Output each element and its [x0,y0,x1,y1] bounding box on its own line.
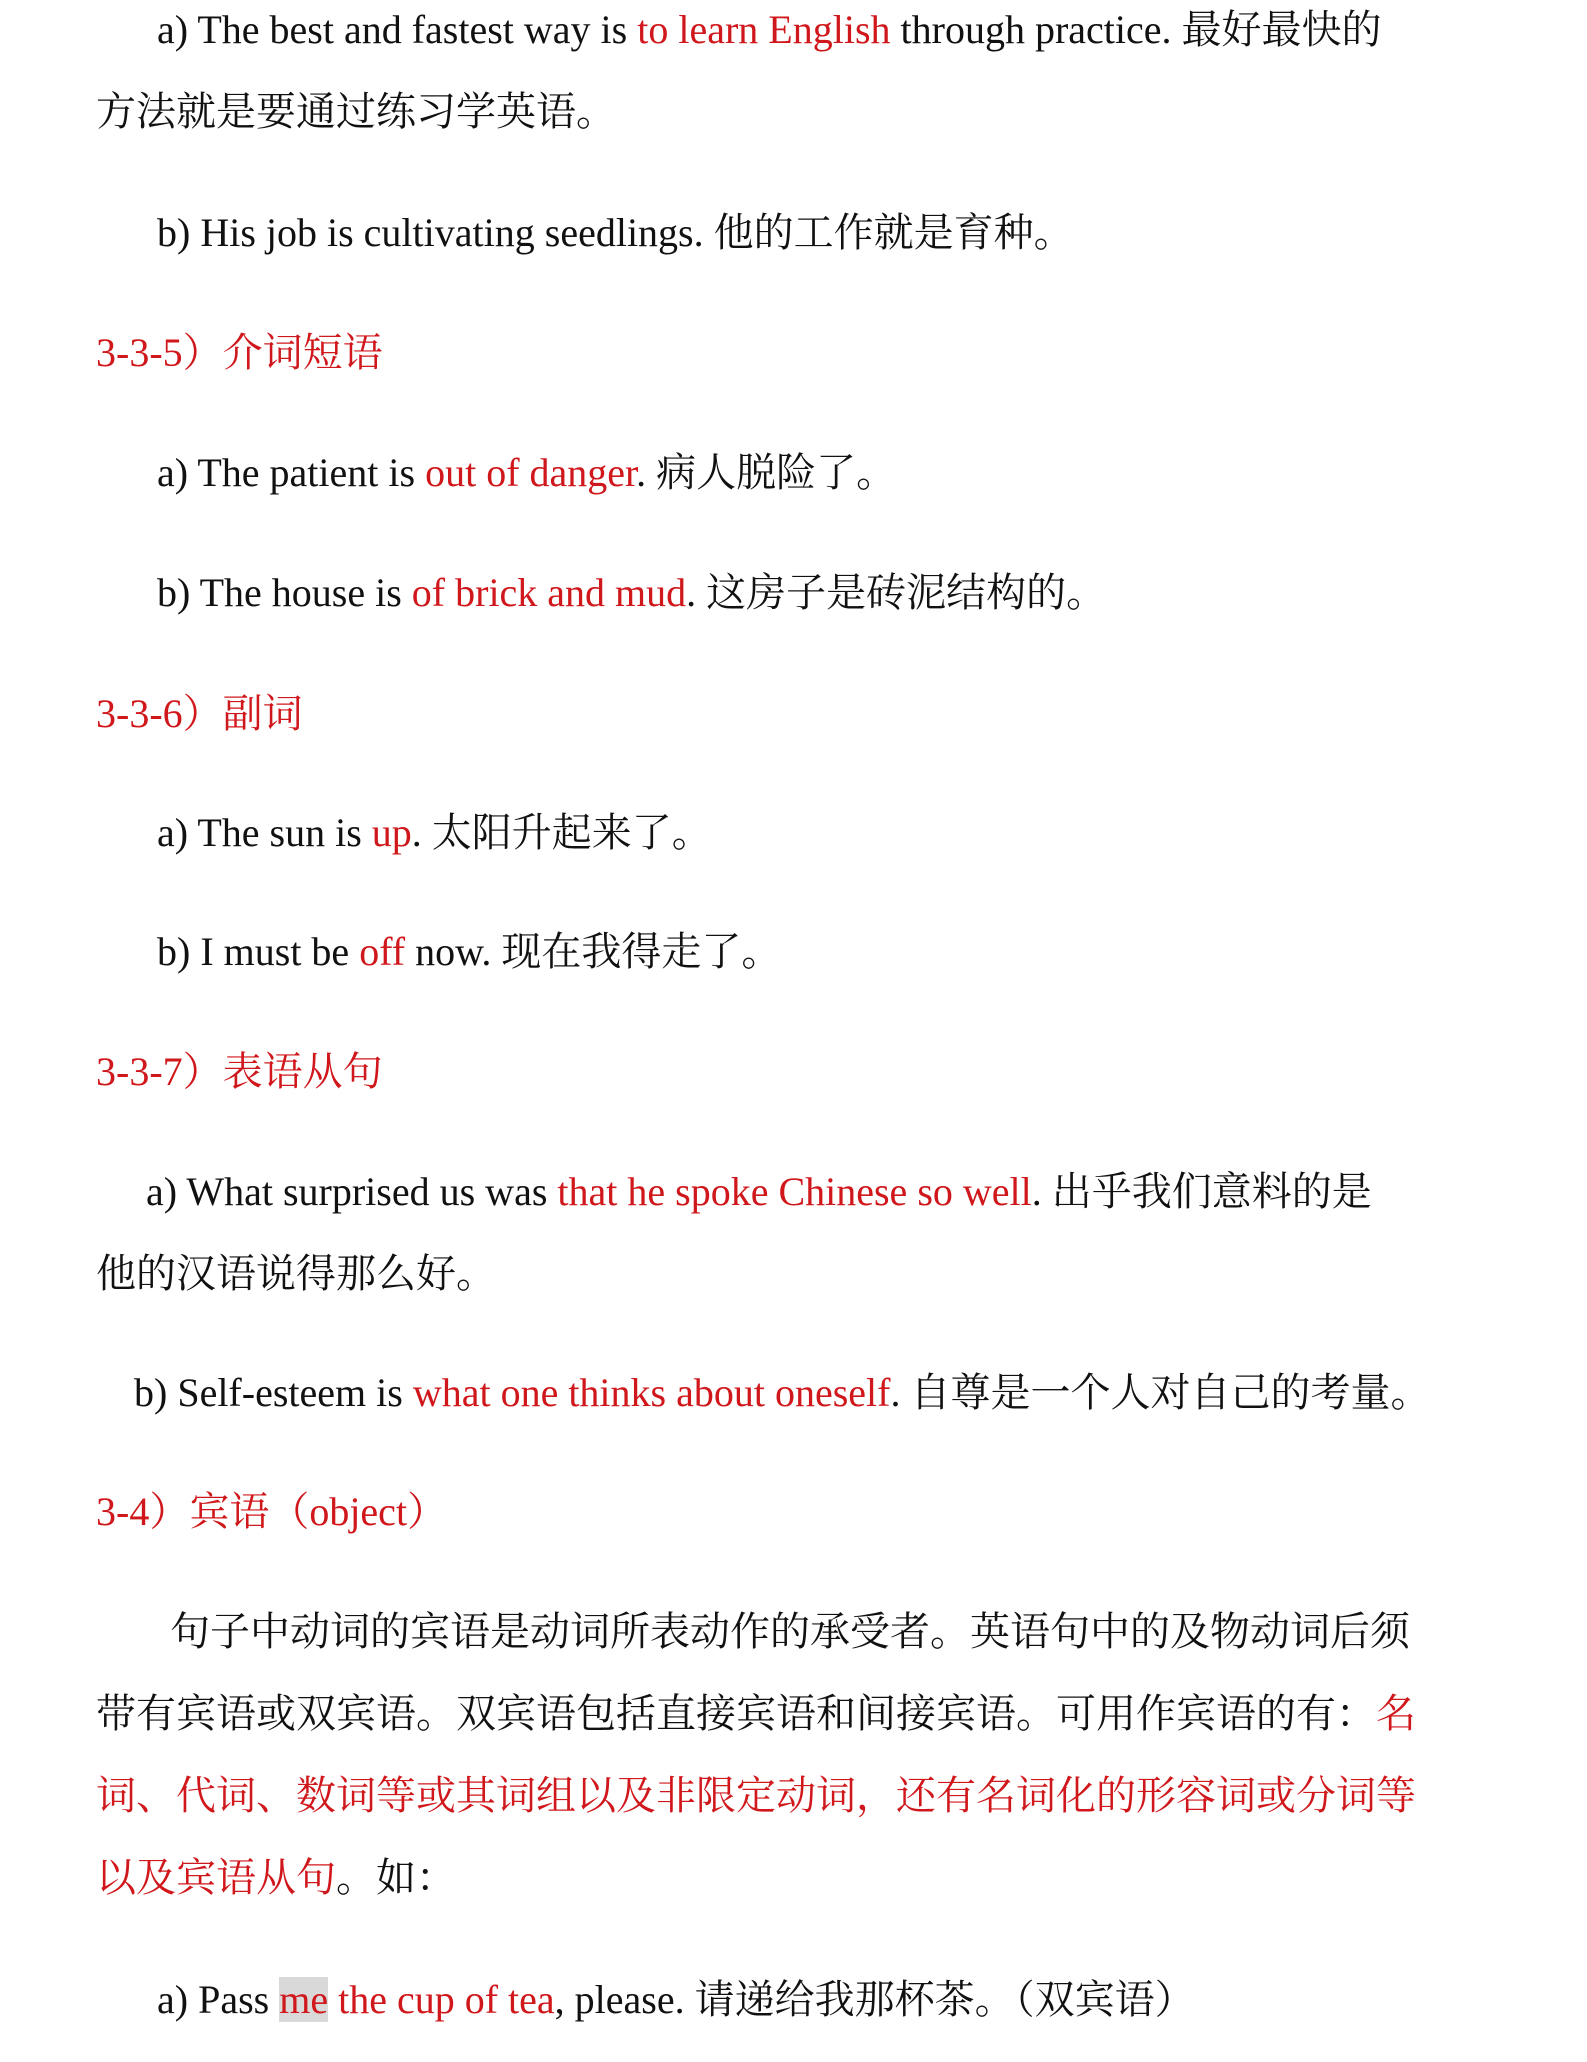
text: through practice. 最好最快的 [890,7,1382,52]
text: . 自尊是一个人对自己的考量。 [890,1370,1431,1415]
example-a-line-2 [96,1248,496,1300]
text: . 太阳升起来了。 [411,810,712,855]
example-a [157,807,712,859]
example-a-line-1 [146,1166,1372,1218]
example-b [157,926,781,978]
text: . 病人脱险了。 [636,450,897,495]
text: now. 现在我得走了。 [405,929,782,974]
text: b) Self-esteem is [134,1370,413,1415]
text: a) The best and fastest way is [157,7,638,52]
example-a-line-2 [96,86,616,138]
highlighted-phrase: 词、代词、数词等或其词组以及非限定动词，还有名词化的形容词或分词等 [96,1773,1416,1818]
highlighted-word: me [279,1977,329,2022]
example-a-line-1 [157,4,1382,56]
text: b) His job is cultivating seedlings. 他的工作就是育种。 [157,210,1074,255]
highlighted-phrase: off [359,929,406,974]
text: . 出乎我们意料的是 [1031,1169,1372,1214]
highlighted-phrase: out of danger [425,450,637,495]
text: 方法就是要通过练习学英语。 [96,89,616,134]
highlighted-phrase: that he spoke Chinese so well [557,1169,1032,1214]
paragraph-line-4 [96,1852,456,1904]
example-b [157,567,1106,619]
section-heading-3-3-6: 3-3-6）副词 [96,691,303,736]
text: a) The patient is [157,450,426,495]
highlighted-phrase: 名 [1376,1691,1416,1736]
text: 他的汉语说得那么好。 [96,1251,496,1296]
text: 句子中动词的宾语是动词所表动作的承受者。英语句中的及物动词后须 [170,1609,1410,1654]
paragraph-line-2 [96,1688,1416,1740]
text: b) The house is [157,570,412,615]
highlighted-phrase: the cup of tea [328,1977,555,2022]
example-a [157,447,896,499]
text: 。如： [336,1855,456,1900]
example-b [134,1367,1431,1419]
highlighted-phrase: 以及宾语从句 [96,1855,336,1900]
paragraph-line-3 [96,1770,1416,1822]
text: a) What surprised us was [146,1169,558,1214]
highlighted-phrase: to learn English [637,7,891,52]
example-a [157,1974,1195,2026]
highlighted-phrase: what one thinks about oneself [412,1370,891,1415]
text: a) Pass [157,1977,280,2022]
text: b) I must be [157,929,360,974]
section-heading-3-3-7: 3-3-7）表语从句 [96,1049,383,1094]
example-b [157,207,1074,259]
section-heading-3-4: 3-4）宾语（object） [96,1489,448,1534]
text: a) The sun is [157,810,372,855]
highlighted-phrase: of brick and mud [411,570,687,615]
paragraph-line-1 [170,1606,1410,1658]
text: , please. 请递给我那杯茶。（双宾语） [554,1977,1195,2022]
text: . 这房子是砖泥结构的。 [686,570,1107,615]
highlighted-phrase: up [371,810,412,855]
text: 带有宾语或双宾语。双宾语包括直接宾语和间接宾语。可用作宾语的有： [96,1691,1376,1736]
section-heading-3-3-5: 3-3-5）介词短语 [96,330,383,375]
